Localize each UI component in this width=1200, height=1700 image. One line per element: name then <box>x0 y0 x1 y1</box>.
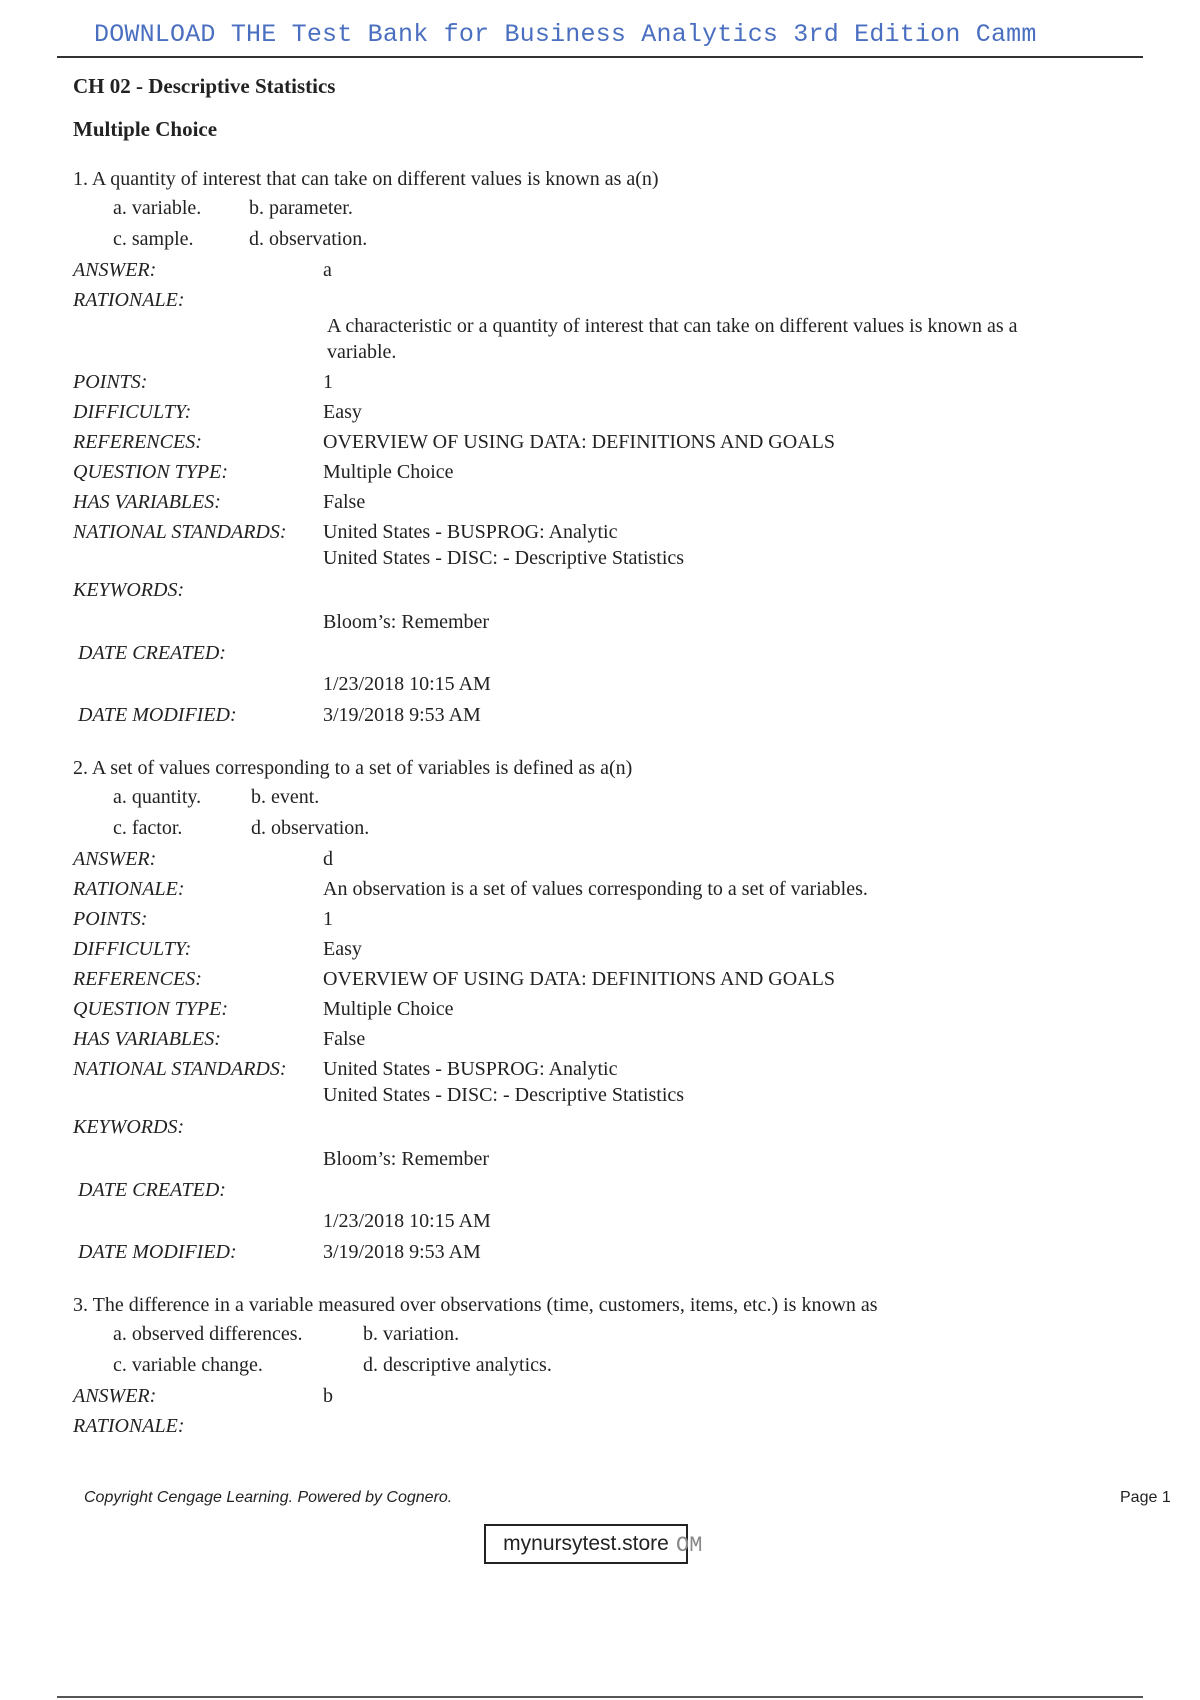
keywords-value: Bloom’s: Remember <box>323 1148 490 1170</box>
date-modified-label: DATE MODIFIED: <box>78 1241 237 1263</box>
chapter-title: CH 02 - Descriptive Statistics <box>73 74 336 98</box>
points-value: 1 <box>323 371 333 393</box>
download-header-link[interactable]: DOWNLOAD THE Test Bank for Business Analytics 3rd Edition Camm <box>94 20 1037 49</box>
points-label: POINTS: <box>73 908 148 930</box>
answer-label: ANSWER: <box>73 1385 157 1407</box>
date-modified-value: 3/19/2018 9:53 AM <box>323 704 481 726</box>
option-a: a. observed differences. <box>113 1323 303 1345</box>
option-a: a. variable. <box>113 197 202 219</box>
answer-value: d <box>323 848 333 870</box>
header-divider <box>57 56 1143 58</box>
answer-value: b <box>323 1385 333 1407</box>
watermark-text: OM <box>676 1533 703 1558</box>
option-b: b. variation. <box>363 1323 460 1345</box>
page-content <box>73 72 1143 1443</box>
national-standard-item: United States - DISC: - Descriptive Statistics <box>323 547 685 569</box>
answer-options <box>113 193 1143 255</box>
national-standards-label: NATIONAL STANDARDS: <box>73 1058 287 1080</box>
difficulty-value: Easy <box>323 401 362 423</box>
points-label: POINTS: <box>73 371 148 393</box>
date-created-label: DATE CREATED: <box>78 642 226 664</box>
option-d: d. descriptive analytics. <box>363 1354 552 1376</box>
rationale-value: A characteristic or a quantity of interest that can take on different values is known as a variable. <box>327 315 1018 363</box>
has-variables-label: HAS VARIABLES: <box>73 491 221 513</box>
option-c: c. factor. <box>113 817 183 839</box>
option-b: b. parameter. <box>249 197 353 219</box>
keywords-value: Bloom’s: Remember <box>323 611 490 633</box>
rationale-label: RATIONALE: <box>73 1415 185 1437</box>
rationale-label: RATIONALE: <box>73 878 185 900</box>
question-text: 1. A quantity of interest that can take on different values is known as a(n) <box>73 168 659 190</box>
option-d: d. observation. <box>249 228 368 250</box>
question-text: 2. A set of values corresponding to a set of variables is defined as a(n) <box>73 757 633 779</box>
difficulty-label: DIFFICULTY: <box>73 401 192 423</box>
date-modified-value: 3/19/2018 9:53 AM <box>323 1241 481 1263</box>
question-type-label: QUESTION TYPE: <box>73 998 229 1020</box>
date-created-value: 1/23/2018 10:15 AM <box>323 673 491 695</box>
difficulty-label: DIFFICULTY: <box>73 938 192 960</box>
question-3 <box>73 1291 1143 1443</box>
references-label: REFERENCES: <box>73 431 202 453</box>
answer-label: ANSWER: <box>73 848 157 870</box>
references-value: OVERVIEW OF USING DATA: DEFINITIONS AND GOALS <box>323 968 835 990</box>
keywords-label: KEYWORDS: <box>73 1116 185 1138</box>
option-c: c. sample. <box>113 228 194 250</box>
national-standard-item: United States - BUSPROG: Analytic <box>323 521 618 543</box>
date-created-value: 1/23/2018 10:15 AM <box>323 1210 491 1232</box>
question-type-label: QUESTION TYPE: <box>73 461 229 483</box>
national-standards-label: NATIONAL STANDARDS: <box>73 521 287 543</box>
has-variables-value: False <box>323 491 366 513</box>
option-b: b. event. <box>251 786 320 808</box>
question-2 <box>73 754 1143 1269</box>
date-created-label: DATE CREATED: <box>78 1179 226 1201</box>
references-label: REFERENCES: <box>73 968 202 990</box>
copyright-text: Copyright Cengage Learning. Powered by Cognero. <box>84 1489 453 1506</box>
question-text: 3. The difference in a variable measured over observations (time, customers, items, etc.) is known as <box>73 1294 878 1316</box>
rationale-label: RATIONALE: <box>73 289 185 311</box>
has-variables-label: HAS VARIABLES: <box>73 1028 221 1050</box>
question-1 <box>73 165 1143 732</box>
question-type-value: Multiple Choice <box>323 998 454 1020</box>
page-number: Page 1 <box>1120 1489 1171 1506</box>
national-standard-item: United States - BUSPROG: Analytic <box>323 1058 618 1080</box>
references-value: OVERVIEW OF USING DATA: DEFINITIONS AND GOALS <box>323 431 835 453</box>
answer-value: a <box>323 259 332 281</box>
option-a: a. quantity. <box>113 786 202 808</box>
site-stamp[interactable]: mynursytest.store <box>484 1524 688 1564</box>
option-c: c. variable change. <box>113 1354 263 1376</box>
answer-options <box>113 782 1143 844</box>
points-value: 1 <box>323 908 333 930</box>
keywords-label: KEYWORDS: <box>73 579 185 601</box>
option-d: d. observation. <box>251 817 370 839</box>
has-variables-value: False <box>323 1028 366 1050</box>
national-standard-item: United States - DISC: - Descriptive Statistics <box>323 1084 685 1106</box>
rationale-value: An observation is a set of values corresponding to a set of variables. <box>323 878 868 900</box>
answer-options <box>113 1319 1143 1381</box>
section-title: Multiple Choice <box>73 117 218 141</box>
date-modified-label: DATE MODIFIED: <box>78 704 237 726</box>
answer-label: ANSWER: <box>73 259 157 281</box>
difficulty-value: Easy <box>323 938 362 960</box>
bottom-divider <box>57 1696 1143 1698</box>
question-type-value: Multiple Choice <box>323 461 454 483</box>
